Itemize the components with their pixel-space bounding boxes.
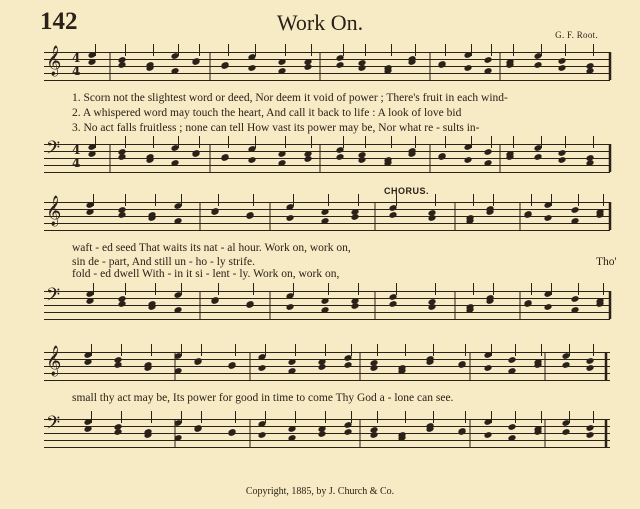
note-head [544, 214, 553, 222]
note-head [258, 431, 267, 439]
page-number: 142 [40, 8, 78, 35]
note-head [562, 428, 571, 436]
note-head [370, 431, 379, 439]
note-head [562, 361, 571, 369]
note-head [171, 67, 180, 75]
system-2-lyric-2: sin de - part, And still un - ho - ly strife. [72, 256, 256, 268]
note-head [464, 64, 473, 72]
bass-clef-icon: 𝄢 [46, 413, 61, 438]
composer-credit: G. F. Root. [555, 30, 598, 40]
note-head [304, 150, 313, 158]
note-head [534, 153, 543, 161]
note-head [288, 367, 297, 375]
note-head [88, 58, 97, 66]
note-head [370, 364, 379, 372]
note-head [586, 431, 595, 439]
note-head [571, 295, 580, 303]
note-head [336, 153, 345, 161]
note-head [88, 150, 97, 158]
note-head [558, 57, 567, 65]
note-head [286, 214, 295, 222]
note-head [321, 297, 330, 305]
note-head [586, 159, 595, 167]
note-head [558, 149, 567, 157]
note-head [358, 156, 367, 164]
note-head [344, 361, 353, 369]
note-head [86, 208, 95, 216]
note-head [174, 217, 183, 225]
note-head [171, 159, 180, 167]
note-head [114, 428, 123, 436]
note-head [321, 208, 330, 216]
note-head [389, 300, 398, 308]
note-head [464, 156, 473, 164]
note-head [586, 364, 595, 372]
note-head [508, 423, 517, 431]
treble-clef-icon: 𝄞 [46, 196, 62, 226]
note-head [118, 211, 127, 219]
treble-clef-icon: 𝄞 [46, 46, 62, 76]
time-signature: 4 4 [72, 51, 81, 78]
note-head [508, 356, 517, 364]
note-head [84, 358, 93, 366]
note-head [351, 297, 360, 305]
note-head [571, 306, 580, 314]
note-head [286, 303, 295, 311]
verse-1-line: 1. Scorn not the slightest word or deed, Nor deem it void of power ; There's fruit in each wind- [72, 92, 508, 104]
note-head [288, 425, 297, 433]
note-head [544, 303, 553, 311]
note-head [558, 156, 567, 164]
note-head [484, 56, 493, 64]
note-head [118, 300, 127, 308]
note-head [304, 58, 313, 66]
note-head [534, 61, 543, 69]
note-head [118, 153, 127, 161]
note-head [248, 156, 257, 164]
note-head [114, 361, 123, 369]
note-head [571, 217, 580, 225]
note-head [484, 431, 493, 439]
note-head [484, 364, 493, 372]
note-head [344, 428, 353, 436]
note-head [288, 358, 297, 366]
note-head [278, 58, 287, 66]
note-head [428, 214, 437, 222]
copyright-line: Copyright, 1885, by J. Church & Co. [245, 486, 395, 497]
note-head [358, 64, 367, 72]
note-head [484, 67, 493, 75]
note-head [288, 434, 297, 442]
note-head [389, 211, 398, 219]
note-head [508, 434, 517, 442]
note-head [321, 306, 330, 314]
note-head [278, 67, 287, 75]
note-head [258, 364, 267, 372]
note-head [571, 206, 580, 214]
note-head [484, 148, 493, 156]
note-head [428, 303, 437, 311]
treble-clef-icon: 𝄞 [46, 346, 62, 376]
note-head [336, 61, 345, 69]
verse-3-line: 3. No act falls fruitless ; none can tell How vast its power may be, Nor what re - sults in- [72, 122, 480, 134]
note-head [118, 61, 127, 69]
note-head [86, 297, 95, 305]
system-2-lyric-3: fold - ed dwell With - in it si - lent - ly. Work on, work on, [72, 268, 340, 280]
bass-clef-icon: 𝄢 [46, 285, 61, 310]
note-head [278, 150, 287, 158]
chorus-label: CHORUS. [384, 186, 430, 196]
note-head [351, 208, 360, 216]
note-head [508, 367, 517, 375]
bass-clef-icon: 𝄢 [46, 138, 61, 163]
note-head [586, 357, 595, 365]
note-head [586, 424, 595, 432]
time-signature-bass: 4 4 [72, 143, 81, 170]
note-head [558, 64, 567, 72]
note-head [278, 159, 287, 167]
system-2-extra-word: Tho' [596, 256, 617, 268]
note-head [484, 159, 493, 167]
note-head [586, 67, 595, 75]
note-head [318, 358, 327, 366]
note-head [174, 306, 183, 314]
note-head [248, 64, 257, 72]
system-3-lyric: small thy act may be, Its power for good in time to come Thy God a - lone can see. [72, 392, 454, 404]
system-2-lyric-1: waft - ed seed That waits its nat - al hour. Work on, work on, [72, 242, 351, 254]
note-head [321, 217, 330, 225]
verse-2-line: 2. A whispered word may touch the heart, And call it back to life : A look of love bid [72, 107, 462, 119]
note-head [318, 425, 327, 433]
note-head [84, 425, 93, 433]
hymn-title: Work On. [276, 10, 364, 35]
